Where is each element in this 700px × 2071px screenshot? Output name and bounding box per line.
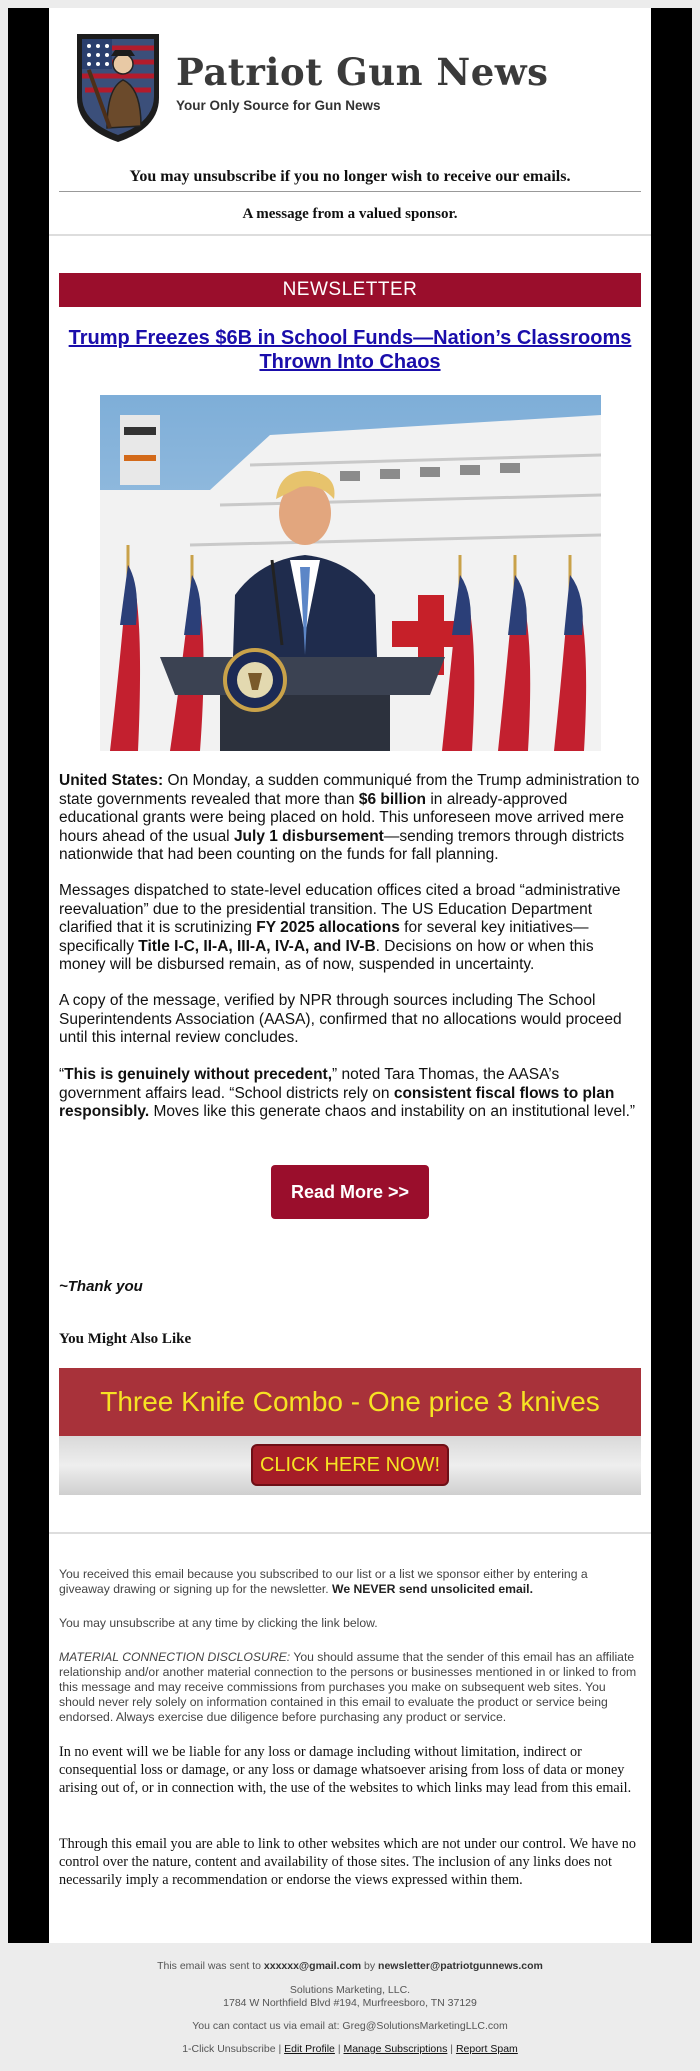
email-body: [49, 8, 651, 1943]
text-span: in already-approved educational grants were being placed on hold. This unforeseen move arrived mere hours ahead of the usual: [59, 790, 624, 845]
bold-span: July 1 disbursement: [233, 827, 384, 845]
one-click-unsubscribe-link[interactable]: 1-Click Unsubscribe: [182, 2043, 276, 2055]
knife-ad-banner[interactable]: [59, 1368, 641, 1495]
bold-span: FY 2025 allocations: [256, 919, 400, 936]
hero-image[interactable]: [100, 395, 601, 751]
article-paragraph-4: [59, 1066, 641, 1122]
article-paragraph-1: [59, 772, 641, 865]
sent-to-line: [0, 1960, 700, 1973]
text-span: “: [59, 1066, 65, 1083]
liability-disclaimer: In no event will we be liable for any loss or damage including without limitation, indirect or consequential loss or damage, or any loss or damage whatsoever arising from loss of data or money arising out of, or in connection with, the use of the websites to which links may lead from this email.: [59, 1744, 632, 1796]
contact-line: You can contact us via email at: Greg@SolutionsMarketingLLC.com: [192, 2020, 508, 2032]
article-paragraph-3: A copy of the message, verified by NPR through sources including The School Superintendents Association (AASA), confirmed that no allocations would proceed until this internal review concludes.: [59, 992, 622, 1046]
bold-span: Title I-C, II-A, III-A, IV-A, and IV-B: [138, 937, 376, 955]
disclosure-label: MATERIAL CONNECTION DISCLOSURE:: [59, 1650, 291, 1664]
text-span: for several key initiatives—specifically: [59, 919, 589, 955]
bold-span: We NEVER send unsolicited email.: [332, 1582, 533, 1596]
recipient-email: xxxxxx@gmail.com: [263, 1960, 362, 1972]
divider: [59, 191, 641, 192]
footer-links: [0, 2043, 700, 2056]
text-span: Moves like this generate chaos and instability on an institutional level.”: [149, 1103, 636, 1120]
text-span: You received this email because you subscribed to our list or a list we sponsor either by entering a giveaway drawing or signing up for the newsletter.: [59, 1567, 588, 1596]
manage-subscriptions-link[interactable]: Manage Subscriptions: [343, 2043, 448, 2055]
text-span: Messages dispatched to state-level education offices cited a broad “administrative reevaluation” due to the presidential transition. The US Education Department clarified that it is scrutinizing: [59, 882, 621, 936]
bold-span: This is genuinely without precedent,: [64, 1066, 333, 1083]
report-spam-link[interactable]: Report Spam: [455, 2043, 518, 2055]
unsubscribe-notice: You may unsubscribe if you no longer wish to receive our emails.: [129, 168, 571, 185]
external-links-disclaimer: Through this email you are able to link to other websites which are not under our control. We have no control over the nature, content and availability of those sites. The inclusion of any links does not necessarily imply a recommendation or endorse the views expressed within them.: [59, 1836, 636, 1888]
brand: [176, 52, 548, 113]
divider: [49, 234, 651, 236]
divider: [49, 1532, 651, 1534]
patriot-logo-icon: [71, 28, 165, 146]
location-lead: United States:: [59, 772, 164, 789]
text-span: You should assume that the sender of this email has an affiliate relationship and/or another material connection to the persons or businesses mentioned in or linked to from this message and may receive commissions from purchases you make on subsequent web sites. You should never rely solely on information contained in this email to evaluate the product or service being endorsed. Always exercise due diligence before purchasing any product or service.: [59, 1650, 637, 1724]
sender-email: newsletter@patriotgunnews.com: [378, 1960, 543, 1972]
edit-profile-link[interactable]: Edit Profile: [284, 2043, 335, 2055]
text-span: by: [361, 1960, 379, 1972]
text-span: On Monday, a sudden communiqué from the Trump administration to state governments revealed that more than: [59, 772, 640, 808]
unsubscribe-info: You may unsubscribe at any time by clicking the link below.: [59, 1616, 378, 1630]
subscription-reason: [59, 1567, 641, 1597]
text-span: . Decisions on how or when this money will be disbursed remain, as of now, suspended in uncertainty.: [59, 937, 594, 973]
text-span: This email was sent to: [157, 1960, 264, 1972]
sponsor-notice: A message from a valued sponsor.: [242, 206, 458, 222]
ad-click-button[interactable]: CLICK HERE NOW!: [251, 1444, 449, 1486]
brand-title: Patriot Gun News: [176, 50, 549, 94]
read-more-button[interactable]: Read More >>: [271, 1165, 429, 1219]
separator: |: [275, 2043, 285, 2055]
ad-bottom-strip: [59, 1436, 641, 1495]
bold-span: $6 billion: [358, 790, 427, 808]
also-like-heading: You Might Also Like: [59, 1331, 192, 1347]
separator: |: [447, 2043, 456, 2055]
separator: |: [334, 2043, 344, 2055]
material-disclosure: [59, 1650, 641, 1725]
thank-you-signoff: ~Thank you: [59, 1278, 143, 1295]
headline-link[interactable]: Trump Freezes $6B in School Funds—Nation’s Classrooms Thrown Into Chaos: [68, 327, 632, 373]
text-span: —sending tremors through districts nationwide that had been counting on the funds for fall planning.: [59, 827, 625, 863]
company-address: 1784 W Northfield Blvd #194, Murfreesboro, TN 37129: [223, 1997, 477, 2009]
brand-tagline: Your Only Source for Gun News: [176, 98, 381, 113]
article-paragraph-2: [59, 882, 641, 975]
company-name: Solutions Marketing, LLC.: [289, 1984, 411, 1996]
text-span: ” noted Tara Thomas, the AASA’s government affairs lead. “School districts rely on: [59, 1066, 560, 1102]
bold-span: consistent fiscal flows to plan responsibly.: [59, 1084, 615, 1120]
ad-title: Three Knife Combo - One price 3 knives: [59, 1368, 641, 1436]
newsletter-bar: NEWSLETTER: [59, 273, 641, 307]
